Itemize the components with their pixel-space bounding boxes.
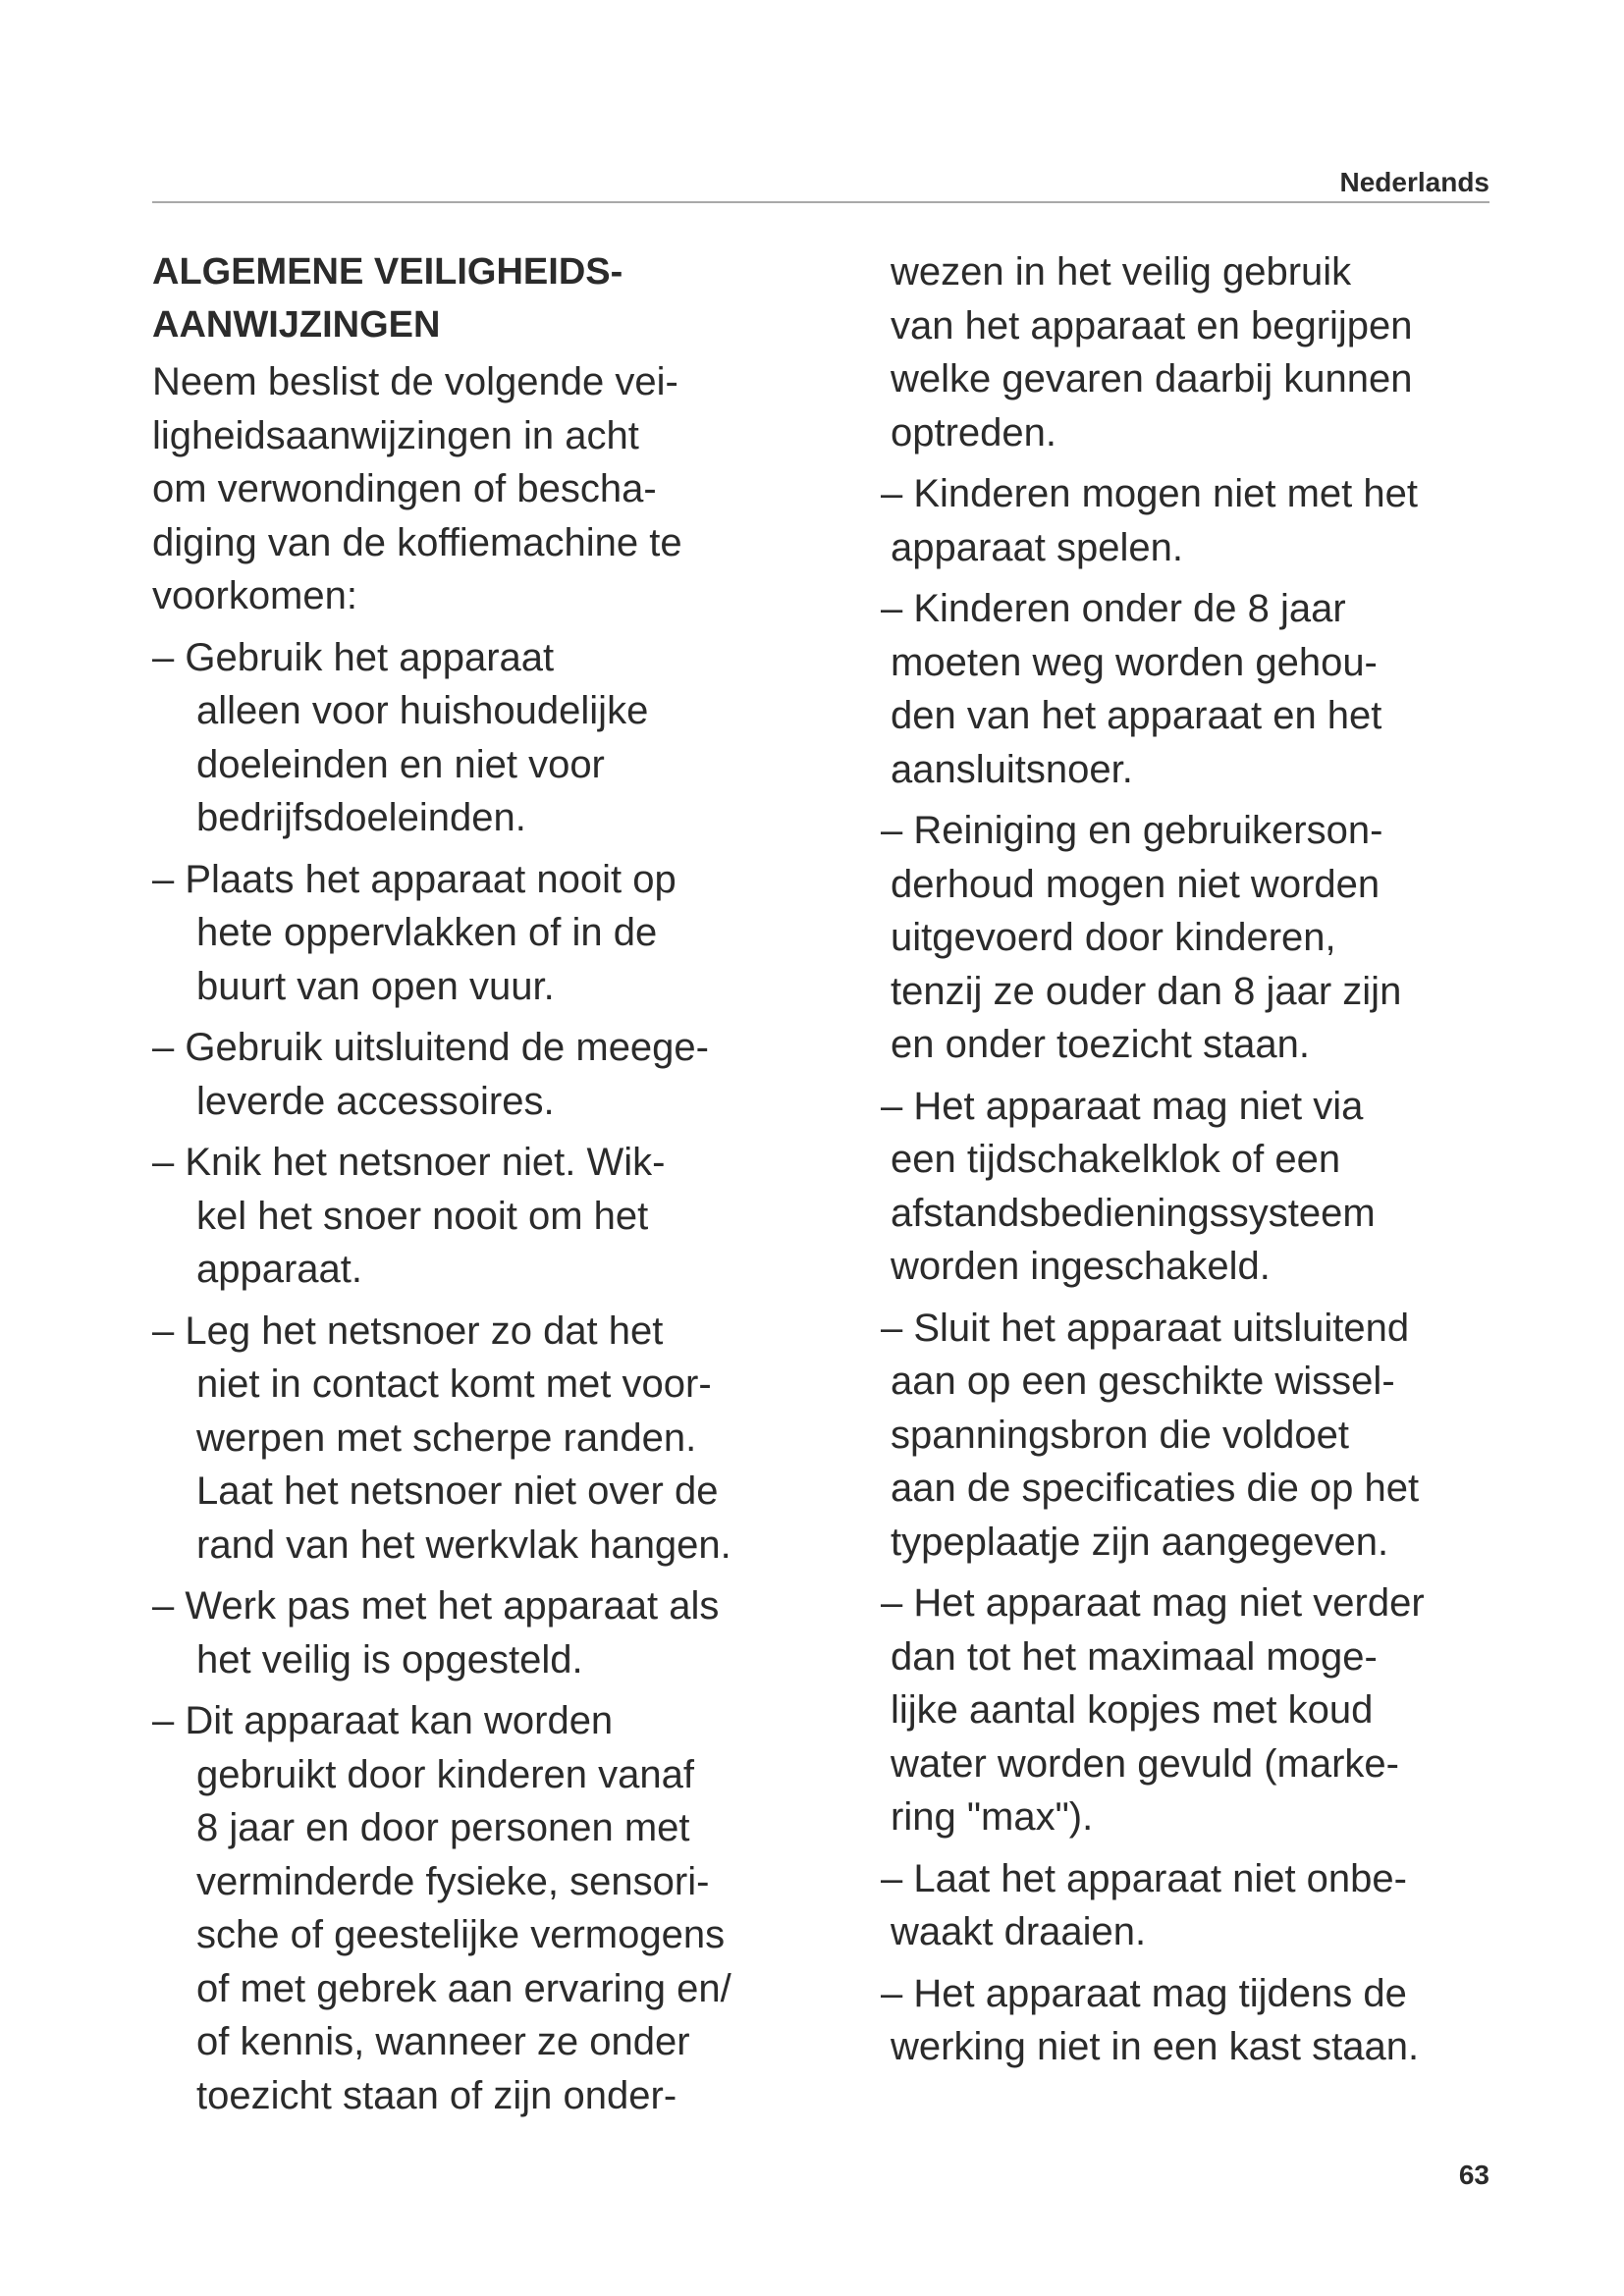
instruction-line: bedrijfsdoeleinden.: [196, 796, 526, 839]
instruction-line: – Het apparaat mag niet via: [881, 1084, 1364, 1128]
safety-instruction-item: [152, 631, 839, 845]
instruction-line: apparaat spelen.: [891, 525, 1184, 569]
instruction-line: doeleinden en niet voor: [196, 742, 605, 786]
safety-list-right: [881, 467, 1509, 2074]
instruction-line: spanningsbron die voldoet: [891, 1413, 1350, 1457]
safety-instruction-item: [881, 1967, 1509, 2074]
continuation-line: welke gevaren daarbij kunnen: [891, 357, 1413, 400]
instruction-line: tenzij ze ouder dan 8 jaar zijn: [891, 969, 1402, 1013]
instruction-line: en onder toezicht staan.: [891, 1023, 1310, 1066]
safety-instruction-item: [152, 1136, 839, 1297]
heading-line: AANWIJZINGEN: [152, 304, 441, 346]
instruction-line: 8 jaar en door personen met: [196, 1806, 690, 1849]
continuation-line: optreden.: [891, 410, 1057, 454]
instruction-line: – Knik het netsnoer niet. Wik-: [152, 1141, 666, 1184]
instruction-line: – Het apparaat mag tijdens de: [881, 1971, 1407, 2015]
instruction-line: waakt draaien.: [891, 1910, 1147, 1953]
safety-instruction-item: [152, 1305, 839, 1573]
safety-list-left: [152, 631, 839, 2123]
safety-instruction-item: [152, 1694, 839, 2122]
instruction-line: werpen met scherpe randen.: [196, 1415, 697, 1460]
intro-paragraph: [152, 355, 839, 623]
instruction-line: werking niet in een kast staan.: [891, 2025, 1420, 2068]
instruction-line: een tijdschakelklok of een: [891, 1138, 1341, 1181]
right-column: [881, 245, 1509, 2074]
safety-instruction-item: [881, 1852, 1509, 1959]
instruction-line: apparaat.: [196, 1248, 363, 1291]
continuation-line: wezen in het veilig gebruik: [891, 250, 1352, 294]
instruction-line: dan tot het maximaal moge-: [891, 1634, 1378, 1679]
safety-instruction-item: [152, 853, 839, 1014]
instruction-line: aansluitsnoer.: [891, 747, 1133, 791]
instruction-line: toezicht staan of zijn onder-: [196, 2073, 677, 2117]
instruction-line: – Het apparaat mag niet verder: [881, 1581, 1425, 1625]
instruction-line: typeplaatje zijn aangegeven.: [891, 1520, 1389, 1564]
instruction-line: hete oppervlakken of in de: [196, 911, 658, 954]
instruction-line: – Gebruik het apparaat: [152, 635, 555, 679]
instruction-line: den van het apparaat en het: [891, 694, 1382, 737]
instruction-line: niet in contact komt met voor-: [196, 1362, 712, 1406]
safety-instruction-item: [152, 1579, 839, 1686]
safety-instruction-item: [881, 1080, 1509, 1294]
instruction-line: kel het snoer nooit om het: [196, 1194, 649, 1238]
instruction-line: uitgevoerd door kinderen,: [891, 916, 1336, 959]
intro-line: voorkomen:: [152, 574, 357, 617]
instruction-line: worden ingeschakeld.: [891, 1245, 1271, 1288]
safety-instruction-item: [881, 804, 1509, 1072]
heading-line: ALGEMENE VEILIGHEIDS-: [152, 251, 623, 293]
instruction-line: moeten weg worden gehou-: [891, 640, 1378, 684]
intro-line: Neem beslist de volgende vei-: [152, 360, 678, 403]
instruction-line: – Reiniging en gebruikerson-: [881, 809, 1383, 852]
instruction-line: – Werk pas met het apparaat als: [152, 1584, 720, 1628]
section-heading: [152, 245, 839, 351]
instruction-line: buurt van open vuur.: [196, 964, 555, 1008]
instruction-line: alleen voor huishoudelijke: [196, 689, 649, 732]
instruction-line: – Laat het apparaat niet onbe-: [881, 1856, 1407, 1900]
instruction-line: aan de specificaties die op het: [891, 1467, 1420, 1510]
instruction-line: of kennis, wanneer ze onder: [196, 2020, 690, 2063]
instruction-line: – Dit apparaat kan worden: [152, 1699, 614, 1742]
instruction-line: gebruikt door kinderen vanaf: [196, 1752, 694, 1796]
instruction-line: lijke aantal kopjes met koud: [891, 1688, 1374, 1732]
instruction-line: sche of geestelijke vermogens: [196, 1913, 726, 1956]
continuation-line: van het apparaat en begrijpen: [891, 303, 1413, 347]
instruction-line: aan op een geschikte wissel-: [891, 1360, 1395, 1403]
header-divider: [152, 201, 1489, 203]
instruction-line: het veilig is opgesteld.: [196, 1637, 583, 1682]
page-number: 63: [1458, 2160, 1489, 2190]
instruction-line: derhoud mogen niet worden: [891, 862, 1380, 906]
safety-instruction-item: [152, 1021, 839, 1128]
instruction-line: – Kinderen onder de 8 jaar: [881, 587, 1346, 630]
instruction-line: – Plaats het apparaat nooit op: [152, 857, 677, 901]
safety-instruction-item: [881, 1576, 1509, 1844]
instruction-line: leverde accessoires.: [196, 1079, 555, 1123]
safety-instruction-item: [881, 467, 1509, 574]
header-language: Nederlands: [1339, 167, 1489, 197]
instruction-line: – Gebruik uitsluitend de meege-: [152, 1026, 709, 1069]
instruction-line: afstandsbedieningssysteem: [891, 1191, 1376, 1235]
instruction-line: Laat het netsnoer niet over de: [196, 1469, 719, 1513]
instruction-line: verminderde fysieke, sensori-: [196, 1859, 710, 1903]
instruction-line: of met gebrek aan ervaring en/: [196, 1966, 731, 2010]
intro-line: ligheidsaanwijzingen in acht: [152, 413, 639, 457]
intro-line: om verwondingen of bescha-: [152, 467, 657, 510]
instruction-line: rand van het werkvlak hangen.: [196, 1522, 731, 1567]
safety-instruction-item: [881, 1302, 1509, 1570]
instruction-line: – Sluit het apparaat uitsluitend: [881, 1306, 1410, 1350]
instruction-line: water worden gevuld (marke-: [891, 1741, 1399, 1786]
safety-instruction-item: [881, 582, 1509, 796]
continued-list-item: [881, 245, 1509, 459]
left-column: [152, 245, 839, 2122]
instruction-line: ring "max").: [891, 1795, 1094, 1839]
intro-line: diging van de koffiemachine te: [152, 520, 682, 564]
instruction-line: – Leg het netsnoer zo dat het: [152, 1308, 664, 1353]
instruction-line: – Kinderen mogen niet met het: [881, 472, 1419, 515]
